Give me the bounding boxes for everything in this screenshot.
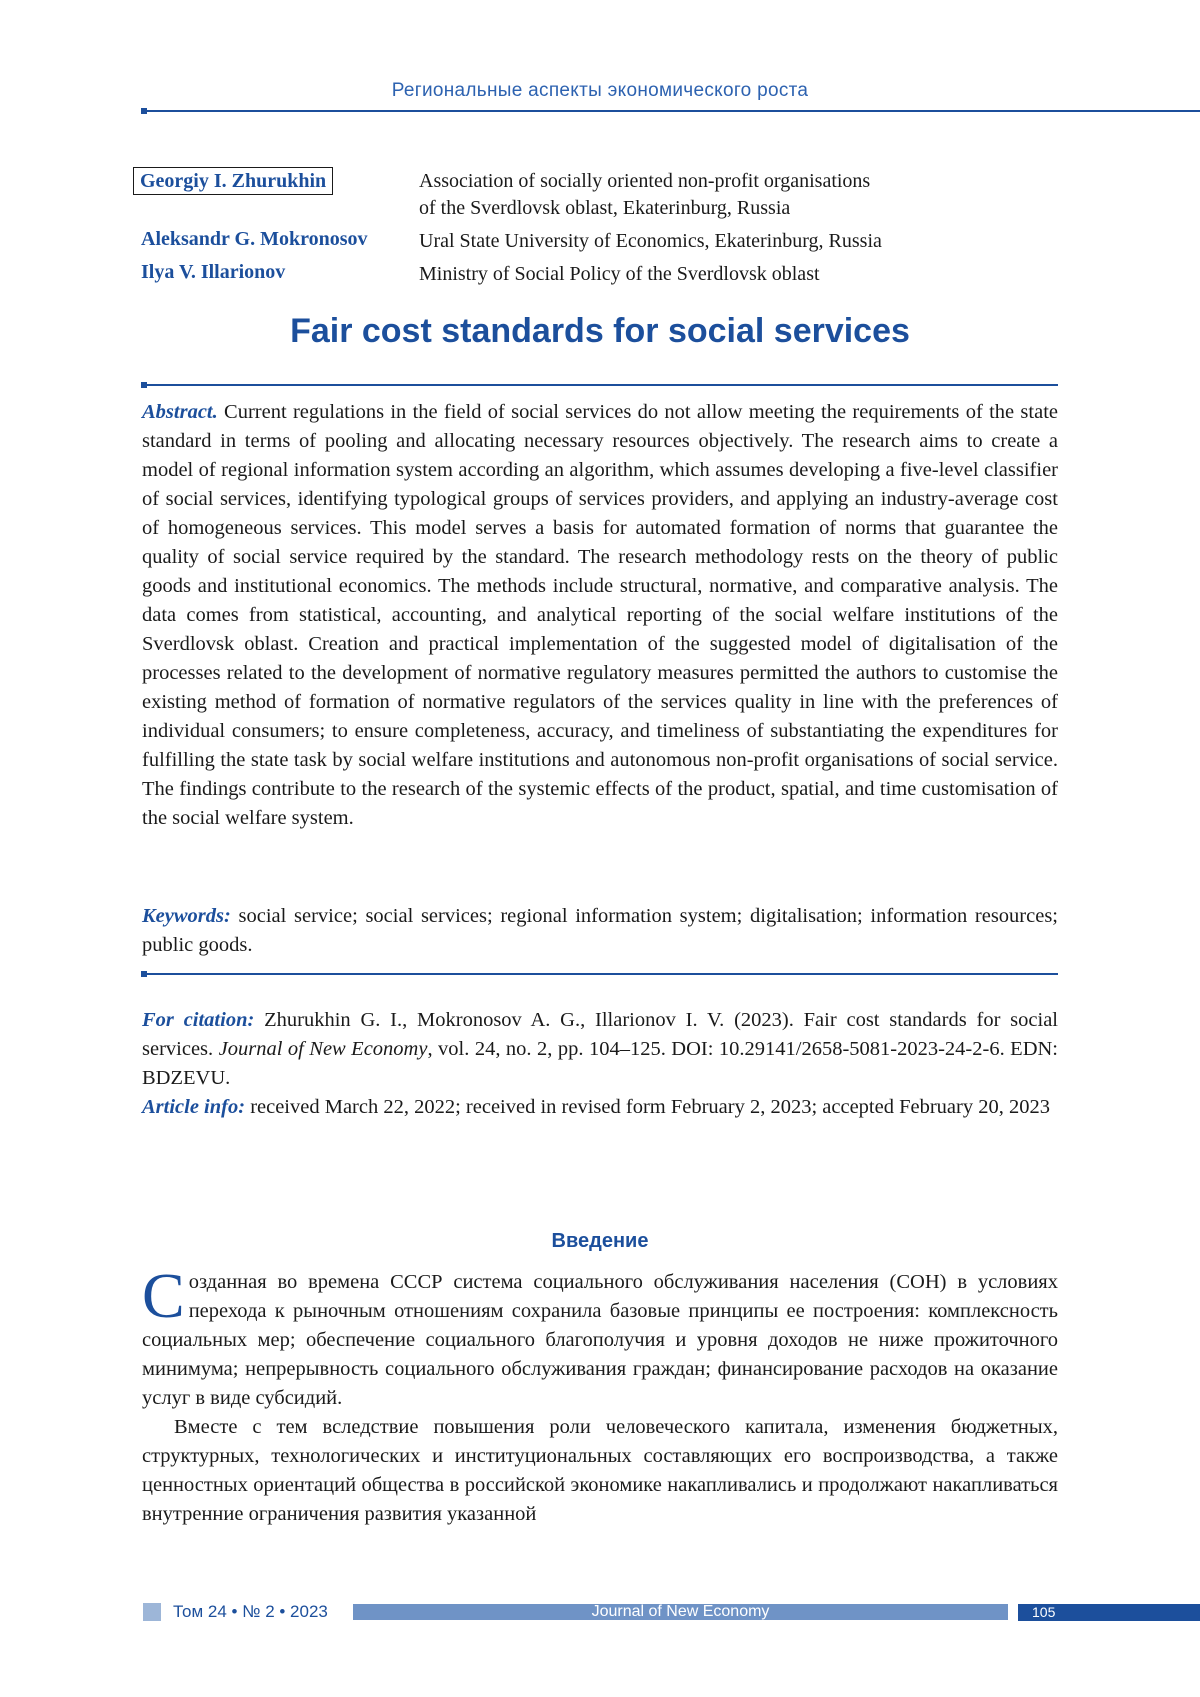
authors-block [141,168,1061,294]
keywords-text: social service; social services; regional information system; digitalisation; information resources; public goods. [142,905,1058,956]
keywords [142,902,1058,960]
abstract-text: Current regulations in the field of social services do not allow meeting the requirements of the state standard in terms of pooling and allocating necessary resources objectively. The research aims to create a model of regional information system according an algorithm, which assumes developing a five-level classifier of social services, identifying typological groups of services providers, and applying an industry-average cost of homogeneous services. This model serves a basis for automated formation of norms that guarantee the quality of social service required by the standard. The research methodology rests on the theory of public goods and institutional economics. The methods include structural, normative, and comparative analysis. The data comes from statistical, accounting, and analytical reporting of the social welfare institutions of the Sverdlovsk oblast. Creation and practical implementation of the suggested model of digitalisation of the processes related to the development of normative regulatory measures permitted the authors to customise the existing method of formation of normative regulators of the services quality in line with the preferences of individual consumers; to ensure completeness, accuracy, and timeliness of substantiating the expenditures for fulfilling the state task by social welfare institutions and autonomous non-profit organisations of social service. The findings contribute to the research of the systemic effects of the product, spatial, and time customisation of the social welfare system. [142,401,1058,829]
article-info-text: received March 22, 2022; received in revised form February 2, 2023; accepted February 20, 2023 [250,1096,1050,1118]
header-rule [143,110,1200,112]
keywords-label: Keywords: [142,905,231,927]
article-title: Fair cost standards for social services [0,312,1200,351]
citation-text: Zhurukhin G. I., Mokronosov A. G., Illarionov I. V. (2023). Fair cost standards for social services. [142,1009,1058,1060]
author-affiliation: Ural State University of Economics, Ekaterinburg, Russia [419,228,1061,255]
footer-square [143,1603,161,1621]
intro-paragraph: С озданная во времена СССР система социального обслуживания населения (СОН) в условиях перехода к рыночным отношениям сохранила базовые принципы ее построения: комплексность социальных мер; обеспечение социального благополучия и уровня доходов не ниже прожиточного минимума; непрерывность социального обслуживания граждан; финансирование расходов на оказание услуг в виде субсидий. [142,1268,1058,1413]
author-row [141,228,1061,255]
abstract-top-rule [143,384,1058,386]
author-affiliation: Ministry of Social Policy of the Sverdlovsk oblast [419,261,1061,288]
author-name: Georgiy I. Zhurukhin [141,168,419,193]
intro-body [142,1268,1058,1529]
running-head: Региональные аспекты экономического роста [0,80,1200,102]
citation-journal: Journal of New Economy [219,1038,428,1060]
intro-paragraph: Вместе с тем вследствие повышения роли человеческого капитала, изменения бюджетных, структурных, технологических и институциональных составляющих его воспроизводства, а также ценностных ориентаций общества в российской экономике накапливались и продолжают накапливаться внутренние ограничения развития указанной [142,1413,1058,1529]
citation-details: , vol. 24, no. 2, pp. 104–125. DOI: 10.29141/2658-5081-2023-24-2-6. EDN: BDZEVU. [142,1038,1058,1089]
footer-issue: Том 24 • № 2 • 2023 [173,1602,328,1622]
page-footer [0,1601,1200,1623]
citation-block [142,1006,1058,1122]
author-affiliation: Association of socially oriented non-profit organisations of the Sverdlovsk oblast, Ekaterinburg, Russia [419,168,1061,222]
article-info [142,1093,1058,1122]
author-row [141,168,1061,222]
footer-journal-bar: Journal of New Economy [353,1604,1008,1620]
article-info-label: Article info: [142,1096,245,1118]
author-name: Aleksandr G. Mokronosov [141,228,419,251]
abstract-bottom-rule [143,973,1058,975]
author-row [141,261,1061,288]
intro-heading: Введение [0,1230,1200,1253]
abstract [142,398,1058,833]
citation-label: For citation: [142,1009,254,1031]
drop-cap: С [142,1270,189,1322]
page-number: 105 [1018,1604,1200,1621]
abstract-label: Abstract. [142,401,218,423]
author-name: Ilya V. Illarionov [141,261,419,284]
citation [142,1006,1058,1093]
